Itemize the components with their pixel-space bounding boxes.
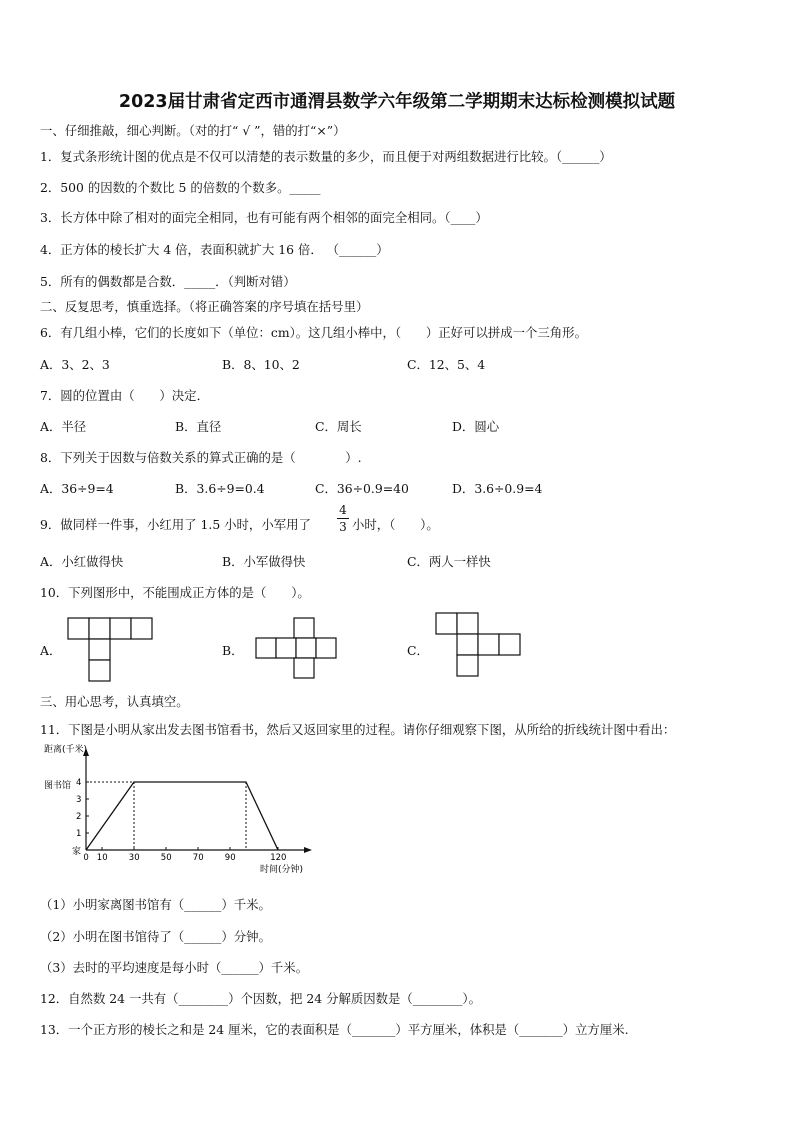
- question-10-option-a-label: A．: [40, 643, 62, 658]
- question-11-sub-1: （1）小明家离图书馆有（______）千米。: [40, 897, 271, 912]
- question-9-option-a: A．小红做得快: [40, 554, 124, 569]
- x-tick-label: 90: [224, 853, 236, 863]
- x-tick-label: 30: [128, 853, 140, 863]
- question-7-option-a: A．半径: [40, 419, 87, 434]
- y-axis-label: 距离(千米): [44, 745, 88, 755]
- question-7-stem: 7．圆的位置由（ ）决定．: [40, 388, 209, 403]
- cube-net-b: [254, 616, 338, 682]
- question-7-option-b: B．直径: [175, 419, 222, 434]
- x-tick-label: 70: [192, 853, 204, 863]
- question-10-stem: 10．下列图形中，不能围成正方体的是（ ）。: [40, 585, 310, 600]
- question-11-sub-3: （3）去时的平均速度是每小时（______）千米。: [40, 960, 309, 975]
- question-9-fraction: [337, 503, 349, 534]
- fraction-numerator: 4: [339, 503, 347, 517]
- question-12: 12．自然数 24 一共有（________）个因数，把 24 分解质因数是（________）。: [40, 991, 481, 1006]
- question-2: 2．500 的因数的个数比 5 的倍数的个数多。_____: [40, 180, 321, 195]
- question-9-option-b: B．小军做得快: [222, 554, 306, 569]
- cube-net-a: [66, 616, 156, 682]
- question-6-option-a: A．3、2、3: [40, 357, 110, 372]
- question-7-option-c: C．周长: [315, 419, 362, 434]
- y-tick-label: 3: [76, 795, 82, 805]
- question-9-stem-pre: 9．做同样一件事，小红用了 1.5 小时，小军用了: [40, 517, 311, 532]
- question-13: 13．一个正方形的棱长之和是 24 厘米，它的表面积是（_______）平方厘米，体积是（_______）立方厘米.: [40, 1022, 629, 1037]
- y-tick-label: 2: [76, 812, 82, 822]
- y-tick-label: 1: [76, 829, 82, 839]
- y-label-library: 图书馆: [44, 781, 72, 791]
- question-9-option-c: C．两人一样快: [407, 554, 491, 569]
- question-10-option-c-label: C．: [407, 643, 429, 658]
- question-7-option-d: D．圆心: [452, 419, 500, 434]
- question-8-option-b: B．3.6÷9=0.4: [175, 481, 265, 496]
- distance-time-chart: [38, 742, 328, 882]
- question-8-option-d: D．3.6÷0.9=4: [452, 481, 543, 496]
- x-tick-label: 10: [96, 853, 108, 863]
- question-8-stem: 8．下列关于因数与倍数关系的算式正确的是（ ）.: [40, 450, 362, 465]
- page-title: 2023届甘肃省定西市通渭县数学六年级第二学期期末达标检测模拟试题: [118, 92, 676, 112]
- question-11-stem: 11．下图是小明从家出发去图书馆看书，然后又返回家里的过程。请你仔细观察下图，从所给的折线统计图中看出：: [40, 722, 676, 737]
- y-tick-label: 4: [76, 778, 82, 788]
- question-6-option-c: C．12、5、4: [407, 357, 486, 372]
- question-1: 1．复式条形统计图的优点是不仅可以清楚的表示数量的多少，而且便于对两组数据进行比较。（______）: [40, 149, 612, 164]
- question-8-option-c: C．36÷0.9=40: [315, 481, 409, 496]
- distance-line: [86, 782, 278, 850]
- section-heading-3: 三、用心思考，认真填空。: [40, 694, 189, 709]
- section-heading-1: 一、仔细推敲，细心判断。（对的打“ √ ”，错的打“×”）: [40, 123, 346, 138]
- question-9-stem-post: 小时，（ ）。: [352, 517, 439, 532]
- question-11-sub-2: （2）小明在图书馆待了（______）分钟。: [40, 929, 271, 944]
- question-6-stem: 6．有几组小棒，它们的长度如下（单位：cm）。这几组小棒中，（ ）正好可以拼成一个三角形。: [40, 325, 587, 340]
- question-8-option-a: A．36÷9=4: [40, 481, 114, 496]
- section-heading-2: 二、反复思考，慎重选择。（将正确答案的序号填在括号里）: [40, 299, 369, 314]
- question-4: 4．正方体的棱长扩大 4 倍，表面积就扩大 16 倍． （______）: [40, 242, 389, 257]
- y-label-home: 家: [72, 847, 82, 857]
- x-tick-label: 120: [270, 853, 287, 863]
- x-tick-label: 50: [160, 853, 172, 863]
- fraction-bar: [337, 518, 349, 519]
- question-10-option-b-label: B．: [222, 643, 244, 658]
- question-3: 3．长方体中除了相对的面完全相同，也有可能有两个相邻的面完全相同。（____）: [40, 210, 488, 225]
- cube-net-c: [434, 611, 524, 683]
- x-axis-label: 时间(分钟): [260, 865, 304, 875]
- x-axis-arrow: [304, 847, 312, 853]
- fraction-denominator: 3: [339, 520, 347, 534]
- question-6-option-b: B．8、10、2: [222, 357, 300, 372]
- question-5: 5．所有的偶数都是合数．_____．（判断对错）: [40, 274, 296, 289]
- x-tick-label: 0: [83, 853, 89, 863]
